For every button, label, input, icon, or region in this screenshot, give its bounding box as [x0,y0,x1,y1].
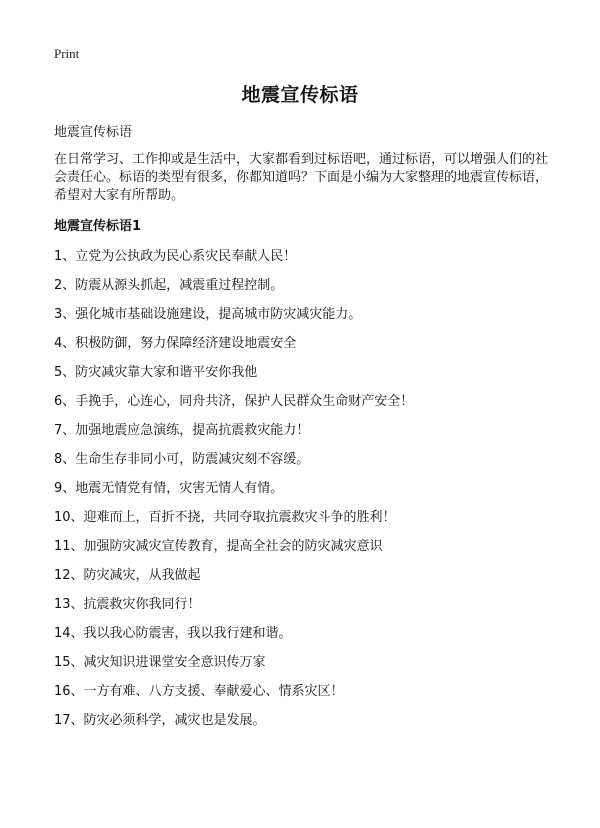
list-item: 15、减灾知识进课堂安全意识传万家 [54,655,266,670]
list-item: 7、加强地震应急演练，提高抗震救灾能力！ [54,423,310,438]
list-item: 13、抗震救灾你我同行！ [54,597,201,612]
list-item: 10、迎难而上，百折不挠，共同夺取抗震救灾斗争的胜利！ [54,510,396,525]
list-item: 14、我以我心防震害，我以我行建和谐。 [54,626,292,641]
list-item: 5、防灾减灾靠大家和谐平安你我他 [54,365,258,380]
section-heading: 地震宣传标语1 [54,219,142,234]
subtitle: 地震宣传标语 [54,125,133,140]
list-item: 16、一方有难、八方支援、奉献爱心、情系灾区！ [54,684,344,699]
list-item: 1、立党为公执政为民心系灾民奉献人民！ [54,249,297,264]
list-item: 4、积极防御，努力保障经济建设地震安全 [54,336,297,351]
list-item: 12、防灾减灾，从我做起 [54,568,201,583]
intro-paragraph: 在日常学习、工作抑或是生活中，大家都看到过标语吧，通过标语，可以增强人们的社会责任心。标语的类型有很多，你都知道吗？下面是小编为大家整理的地震宣传标语，希望对大家有所帮助。 [54,152,549,203]
print-link[interactable]: Print [54,46,80,61]
list-item: 17、防灾必须科学，减灾也是发展。 [54,713,266,728]
list-item: 9、地震无情党有情，灾害无情人有情。 [54,481,284,496]
slogan-list [54,248,413,741]
page-title: 地震宣传标语 [241,84,359,106]
list-item: 3、强化城市基础设施建设，提高城市防灾减灾能力。 [54,307,362,322]
list-item: 2、防震从源头抓起，减震重过程控制。 [54,278,284,293]
list-item: 8、生命生存非同小可，防震减灾刻不容缓。 [54,452,310,467]
list-item: 6、手挽手，心连心，同舟共济，保护人民群众生命财产安全！ [54,394,414,409]
list-item: 11、加强防灾减灾宣传教育，提高全社会的防灾减灾意识 [54,539,383,554]
